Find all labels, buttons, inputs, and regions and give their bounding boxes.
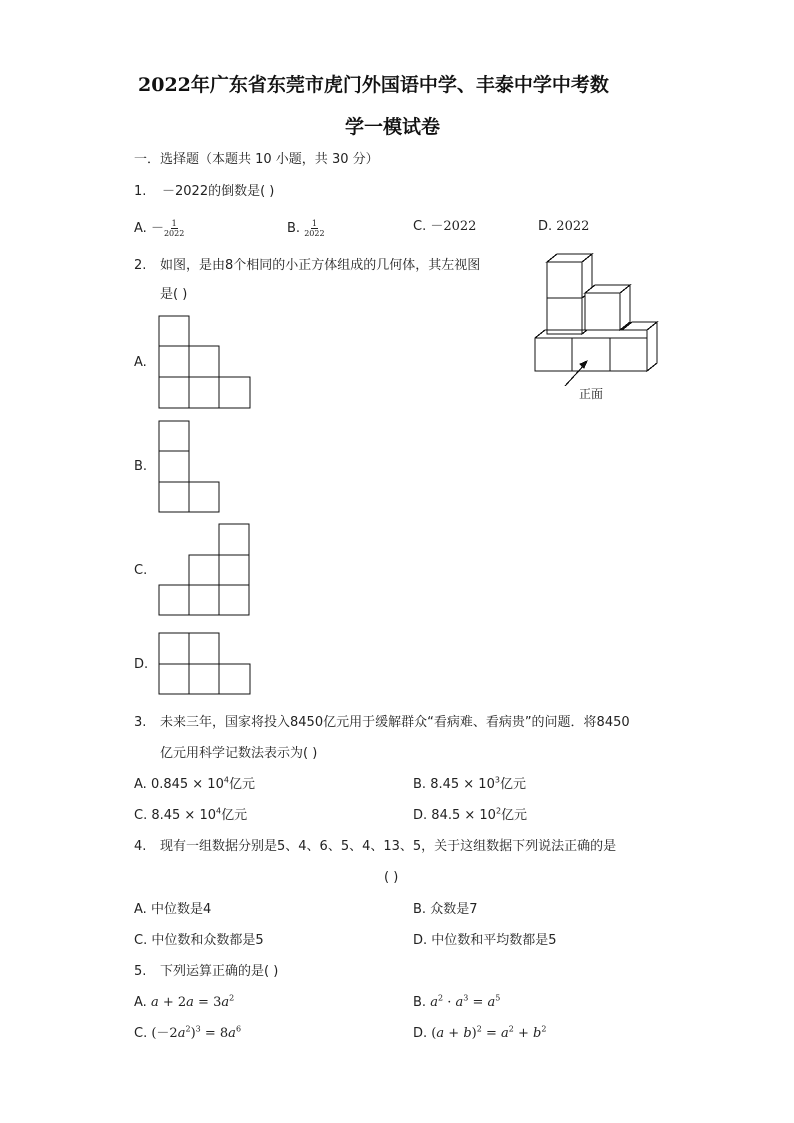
option-text: －2022 [430, 219, 477, 234]
op: ) [471, 1026, 477, 1041]
option-exponent: 2 [495, 806, 502, 816]
section-header: 一．选择题（本题共 10 小题，共 30 分） [134, 152, 379, 167]
option-letter: B. [413, 902, 427, 917]
option-text: 中位数和众数都是5 [151, 933, 264, 948]
exponent: 5 [495, 993, 501, 1003]
op: · [443, 995, 456, 1010]
q3-stem-line1: 未来三年，国家将投入8450亿元用于缓解群众“看病难、看病贵”的问题．将8450 [160, 715, 630, 730]
option-letter: C. [413, 219, 427, 234]
var: a [177, 1026, 186, 1041]
exponent: 2 [437, 993, 444, 1003]
fraction-denominator: 2022 [163, 229, 185, 238]
option-letter: A. [134, 221, 147, 236]
option-base: 84.5 × 10 [431, 808, 496, 823]
fraction-numerator: 1 [311, 219, 317, 228]
option-unit: 亿元 [501, 808, 528, 823]
q2-option-c-figure[interactable] [158, 523, 252, 617]
var: a [221, 995, 230, 1010]
var: a [150, 995, 159, 1010]
op: + 2 [158, 995, 187, 1010]
option-letter: B. [413, 777, 427, 792]
exponent: 2 [229, 993, 235, 1003]
exponent: 2 [185, 1024, 191, 1034]
op: = [468, 995, 488, 1010]
option-text: 众数是7 [430, 902, 478, 917]
op: = 8 [200, 1026, 229, 1041]
option-text: 2022 [556, 219, 590, 234]
var: b [463, 1026, 472, 1041]
q2-stem-line1: 如图，是由8个相同的小正方体组成的几何体，其左视图 [160, 258, 481, 273]
q5-option-c[interactable] [134, 1026, 241, 1042]
q4-option-b[interactable] [413, 902, 477, 918]
q3-option-a[interactable] [134, 777, 255, 793]
option-letter: C. [134, 933, 148, 948]
q1-option-d[interactable] [538, 219, 589, 235]
exponent: 3 [195, 1024, 201, 1034]
option-letter: C. [134, 808, 148, 823]
q2-option-a-letter: A. [134, 355, 147, 370]
option-exponent: 4 [223, 775, 229, 785]
q4-option-d[interactable] [413, 933, 557, 949]
q1-option-a[interactable] [134, 219, 184, 238]
math-expression [151, 1026, 241, 1041]
option-base: 8.45 × 10 [430, 777, 495, 792]
option-exponent: 4 [216, 806, 222, 816]
op: + [444, 1026, 464, 1041]
op: ) [190, 1026, 196, 1041]
q3-option-b[interactable] [413, 777, 526, 793]
option-letter: D. [413, 1026, 428, 1041]
exam-title-line1: 2022年广东省东莞市虎门外国语中学、丰泰中学中考数 [138, 74, 609, 96]
option-letter: A. [134, 902, 147, 917]
q2-number: 2. [134, 258, 147, 273]
q5-option-b[interactable] [413, 995, 500, 1011]
q5-option-a[interactable] [134, 995, 234, 1011]
option-text: 中位数是4 [150, 902, 212, 917]
option-base: 0.845 × 10 [150, 777, 224, 792]
option-letter: B. [413, 995, 427, 1010]
var: a [228, 1026, 236, 1041]
q2-option-d-letter: D. [134, 657, 149, 672]
math-expression [430, 995, 500, 1010]
exponent: 2 [476, 1024, 482, 1034]
q1-number: 1. [134, 184, 147, 199]
op: = [481, 1026, 501, 1041]
q4-stem-line2: ( ) [384, 870, 399, 885]
option-letter: A. [134, 995, 147, 1010]
q2-stem-line2: 是( ) [160, 287, 188, 302]
q3-option-d[interactable] [413, 808, 527, 824]
q5-number: 5. [134, 964, 147, 979]
fraction-denominator: 2022 [304, 229, 325, 238]
q5-option-d[interactable] [413, 1026, 546, 1042]
var: b [533, 1026, 542, 1041]
q2-option-a-figure[interactable] [158, 315, 252, 410]
exam-title-line2: 学一模试卷 [345, 116, 441, 138]
q2-option-c-letter: C. [134, 563, 148, 578]
option-text: 中位数和平均数都是5 [431, 933, 557, 948]
option-unit: 亿元 [499, 777, 526, 792]
q4-stem-line1: 现有一组数据分别是5、4、6、5、4、13、5，关于这组数据下列说法正确的是 [160, 839, 617, 854]
q4-number: 4. [134, 839, 147, 854]
var: a [455, 995, 464, 1010]
option-unit: 亿元 [221, 808, 248, 823]
exponent: 2 [541, 1024, 547, 1034]
option-letter: D. [413, 808, 428, 823]
q2-option-d-figure[interactable] [158, 632, 252, 696]
q1-option-b[interactable] [287, 219, 325, 238]
exponent: 6 [235, 1024, 242, 1034]
op: = 3 [193, 995, 222, 1010]
q4-option-a[interactable] [134, 902, 211, 918]
math-expression [151, 995, 234, 1010]
op: + [513, 1026, 534, 1041]
math-expression [431, 1026, 546, 1041]
var: a [430, 995, 438, 1010]
q1-option-c[interactable] [413, 219, 476, 235]
fraction [164, 219, 184, 238]
option-exponent: 3 [494, 775, 500, 785]
var: a [186, 995, 194, 1010]
exponent: 2 [508, 1024, 514, 1034]
var: a [500, 1026, 509, 1041]
op: ( [431, 1026, 437, 1041]
q3-stem-line2: 亿元用科学记数法表示为( ) [160, 746, 318, 761]
q3-option-c[interactable] [134, 808, 247, 824]
q1-stem: －2022的倒数是( ) [162, 184, 275, 199]
option-base: 8.45 × 10 [151, 808, 217, 823]
q4-option-c[interactable] [134, 933, 264, 949]
op: (－2 [151, 1026, 178, 1041]
var: a [436, 1026, 445, 1041]
option-unit: 亿元 [228, 777, 255, 792]
q3-number: 3. [134, 715, 147, 730]
option-letter: D. [538, 219, 553, 234]
front-view-label: 正面 [579, 387, 604, 401]
option-letter: D. [413, 933, 428, 948]
fraction [304, 219, 324, 238]
q5-stem: 下列运算正确的是( ) [160, 964, 279, 979]
option-letter: C. [134, 1026, 148, 1041]
option-letter: A. [134, 777, 147, 792]
option-letter: B. [287, 221, 301, 236]
var: a [487, 995, 496, 1010]
q2-option-b-letter: B. [134, 459, 148, 474]
fraction-numerator: 1 [171, 219, 177, 228]
minus-sign: － [150, 221, 164, 236]
exponent: 3 [463, 993, 469, 1003]
q2-option-b-figure[interactable] [158, 420, 222, 514]
